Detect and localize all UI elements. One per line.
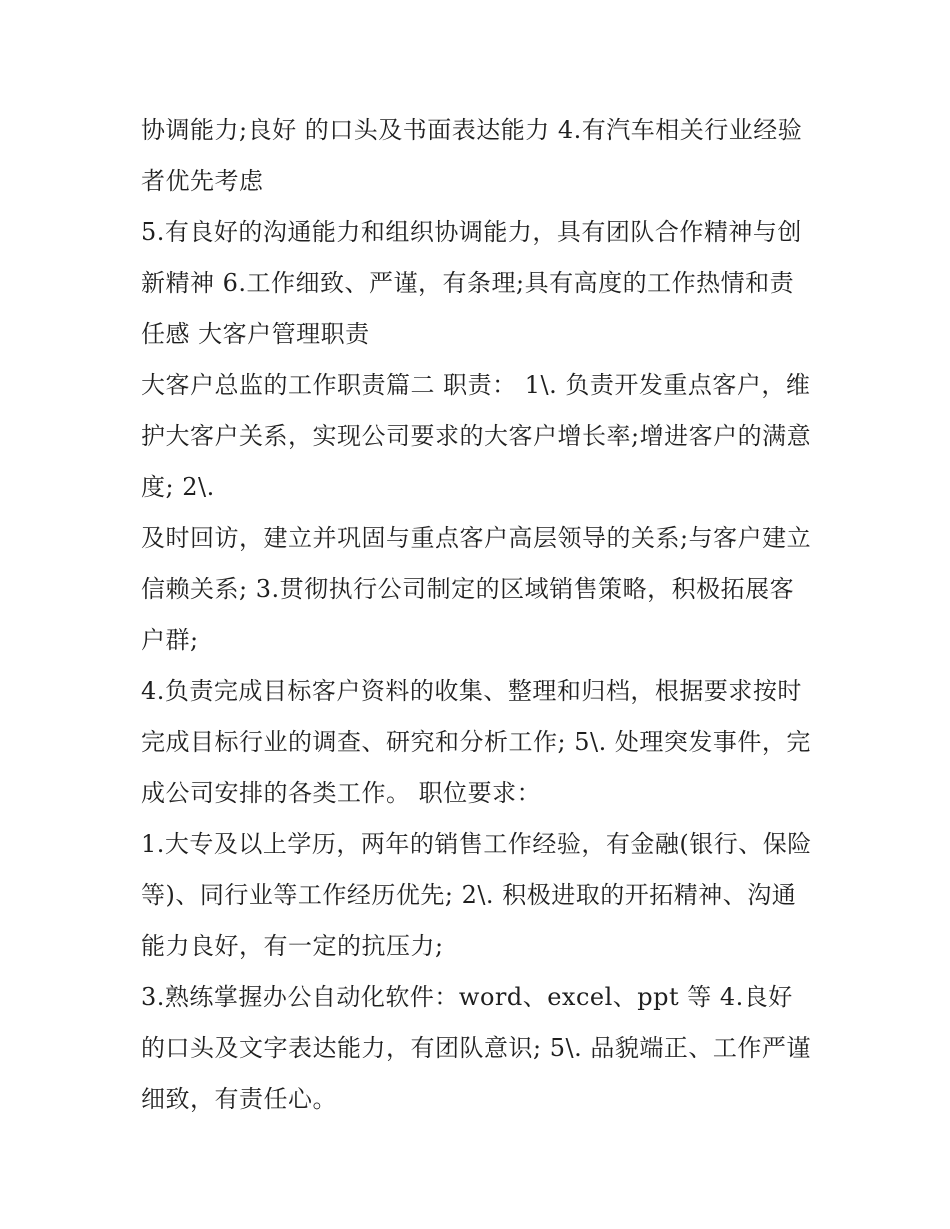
paragraph-3: 大客户总监的工作职责篇二 职责： 1\. 负责开发重点客户，维护大客户关系，实现公司要求的大客户增长率;增进客户的满意度; 2\. [141,371,812,501]
paragraph-6: 1.大专及以上学历，两年的销售工作经验，有金融(银行、保险等)、同行业等工作经历优先; 2\. 积极进取的开拓精神、沟通能力良好，有一定的抗压力; [141,830,812,960]
paragraph-4: 及时回访，建立并巩固与重点客户高层领导的关系;与客户建立信赖关系; 3.贯彻执行公司制定的区域销售策略，积极拓展客户群; [141,524,812,654]
paragraph-2: 5.有良好的沟通能力和组织协调能力，具有团队合作精神与创新精神 6.工作细致、严谨，有条理;具有高度的工作热情和责任感 大客户管理职责 [141,218,802,348]
paragraph-1: 协调能力;良好 的口头及书面表达能力 4.有汽车相关行业经验者优先考虑 [141,116,803,195]
paragraph-7: 3.熟练掌握办公自动化软件：word、excel、ppt 等 4.良好的口头及文字表达能力，有团队意识; 5\. 品貌端正、工作严谨细致，有责任心。 [141,983,811,1113]
document-body [141,105,816,1125]
paragraph-5: 4.负责完成目标客户资料的收集、整理和归档，根据要求按时完成目标行业的调查、研究和分析工作; 5\. 处理突发事件，完成公司安排的各类工作。 职位要求： [141,677,811,807]
